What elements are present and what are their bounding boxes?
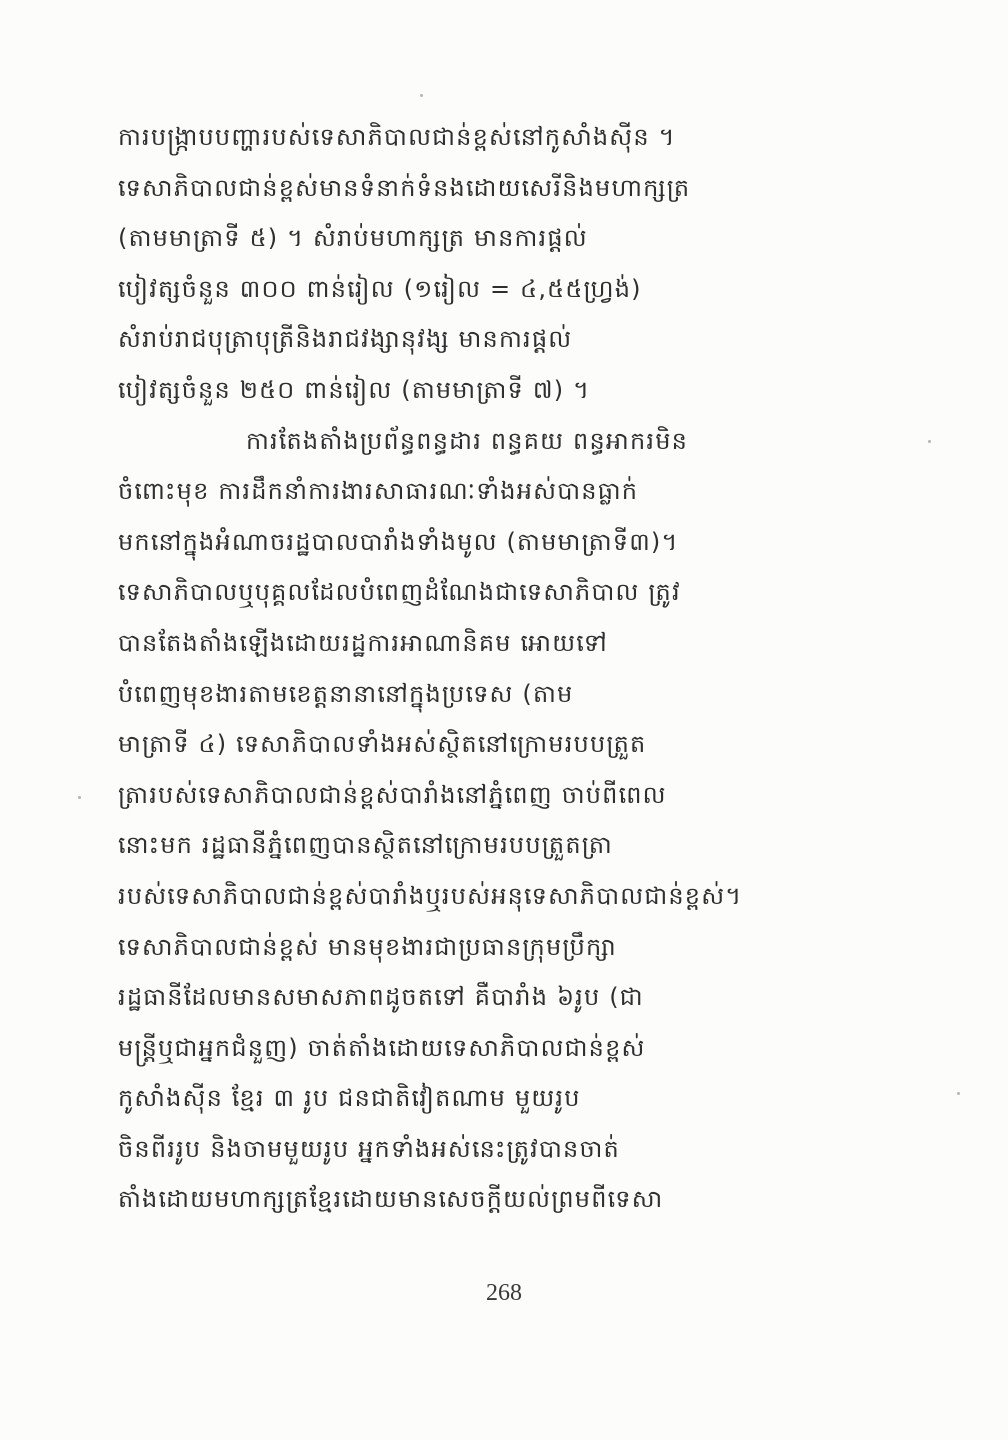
text-line: សំរាប់រាជបុត្រាបុត្រីនិងរាជវង្សានុវង្ស មានការផ្តល់ <box>118 325 573 354</box>
text-line: (តាមមាត្រាទី ៥) ។ សំរាប់មហាក្សត្រ មានការផ្តល់ <box>118 224 588 253</box>
text-line: របស់ទេសាភិបាលជាន់ខ្ពស់បារាំងឬរបស់អនុទេសាភិបាលជាន់ខ្ពស់។ <box>118 881 743 910</box>
text-line: ទេសាភិបាលជាន់ខ្ពស់ មានមុខងារជាប្រធានក្រុមប្រឹក្សា <box>118 932 617 961</box>
text-line: មន្ត្រីឬជាអ្នកជំនួញ) ចាត់តាំងដោយទេសាភិបាលជាន់ខ្ពស់ <box>118 1033 646 1062</box>
text-line: បានតែងតាំងឡើងដោយរដ្ឋការអាណានិគម អោយទៅ <box>118 628 608 657</box>
scan-speck <box>957 1092 960 1095</box>
text-line: នោះមក រដ្ឋធានីភ្នំពេញបានស្ថិតនៅក្រោមរបបត្រួតត្រា <box>118 831 613 860</box>
text-line: តាំងដោយមហាក្សត្រខ្មែរដោយមានសេចក្តីយល់ព្រមពីទេសា <box>118 1185 664 1214</box>
paragraph-start-line: ការតែងតាំងប្រព័ន្ធពន្ធដារ ពន្ធគយ ពន្ធអាករមិន <box>246 426 689 455</box>
scan-speck <box>420 94 423 97</box>
text-line: ទេសាភិបាលជាន់ខ្ពស់មានទំនាក់ទំនងដោយសេរីនិងមហាក្សត្រ <box>118 173 691 202</box>
text-line: ចិនពីររូប និងចាមមួយរូប អ្នកទាំងអស់នេះត្រូវបានចាត់ <box>118 1134 620 1163</box>
text-line: ត្រារបស់ទេសាភិបាលជាន់ខ្ពស់បារាំងនៅភ្នំពេញ ចាប់ពីពេល <box>118 780 667 809</box>
text-line: មាត្រាទី ៤) ទេសាភិបាលទាំងអស់ស្ថិតនៅក្រោមរបបត្រួត <box>118 730 647 759</box>
text-line: ទេសាភិបាលឬបុគ្គលដែលបំពេញដំណែងជាទេសាភិបាល ត្រូវ <box>118 578 681 607</box>
text-line: មកនៅក្នុងអំណាចរដ្ឋបាលបារាំងទាំងមូល (តាមមាត្រាទី៣)។ <box>118 527 679 556</box>
text-line: រដ្ឋធានីដែលមានសមាសភាពដូចតទៅ គឺបារាំង ៦រូប (ជា <box>118 983 644 1012</box>
text-line: ការបង្ក្រាបបញ្ហារបស់ទេសាភិបាលជាន់ខ្ពស់នៅកូសាំងស៊ីន ។ <box>118 123 676 151</box>
text-line: កូសាំងស៊ីន ខ្មែរ ៣ រូប ជនជាតិវៀតណាម មួយរូប <box>118 1084 581 1113</box>
scan-speck <box>928 440 931 443</box>
text-line: បៀវត្សចំនួន ២៥០ ពាន់រៀល (តាមមាត្រាទី ៧) ។ <box>118 375 591 404</box>
page-number: 268 <box>486 1280 522 1306</box>
text-line: ចំពោះមុខ ការដឹកនាំការងារសាធារណៈទាំងអស់បានធ្លាក់ <box>118 477 639 506</box>
scan-speck <box>78 796 81 799</box>
text-line: បៀវត្សចំនួន ៣០០ ពាន់រៀល (១រៀល = ៤,៥៥ហ្វ្រង់) <box>118 274 642 303</box>
text-line: បំពេញមុខងារតាមខេត្តនានានៅក្នុងប្រទេស (តាម <box>118 679 574 708</box>
body-text <box>118 112 908 1225</box>
